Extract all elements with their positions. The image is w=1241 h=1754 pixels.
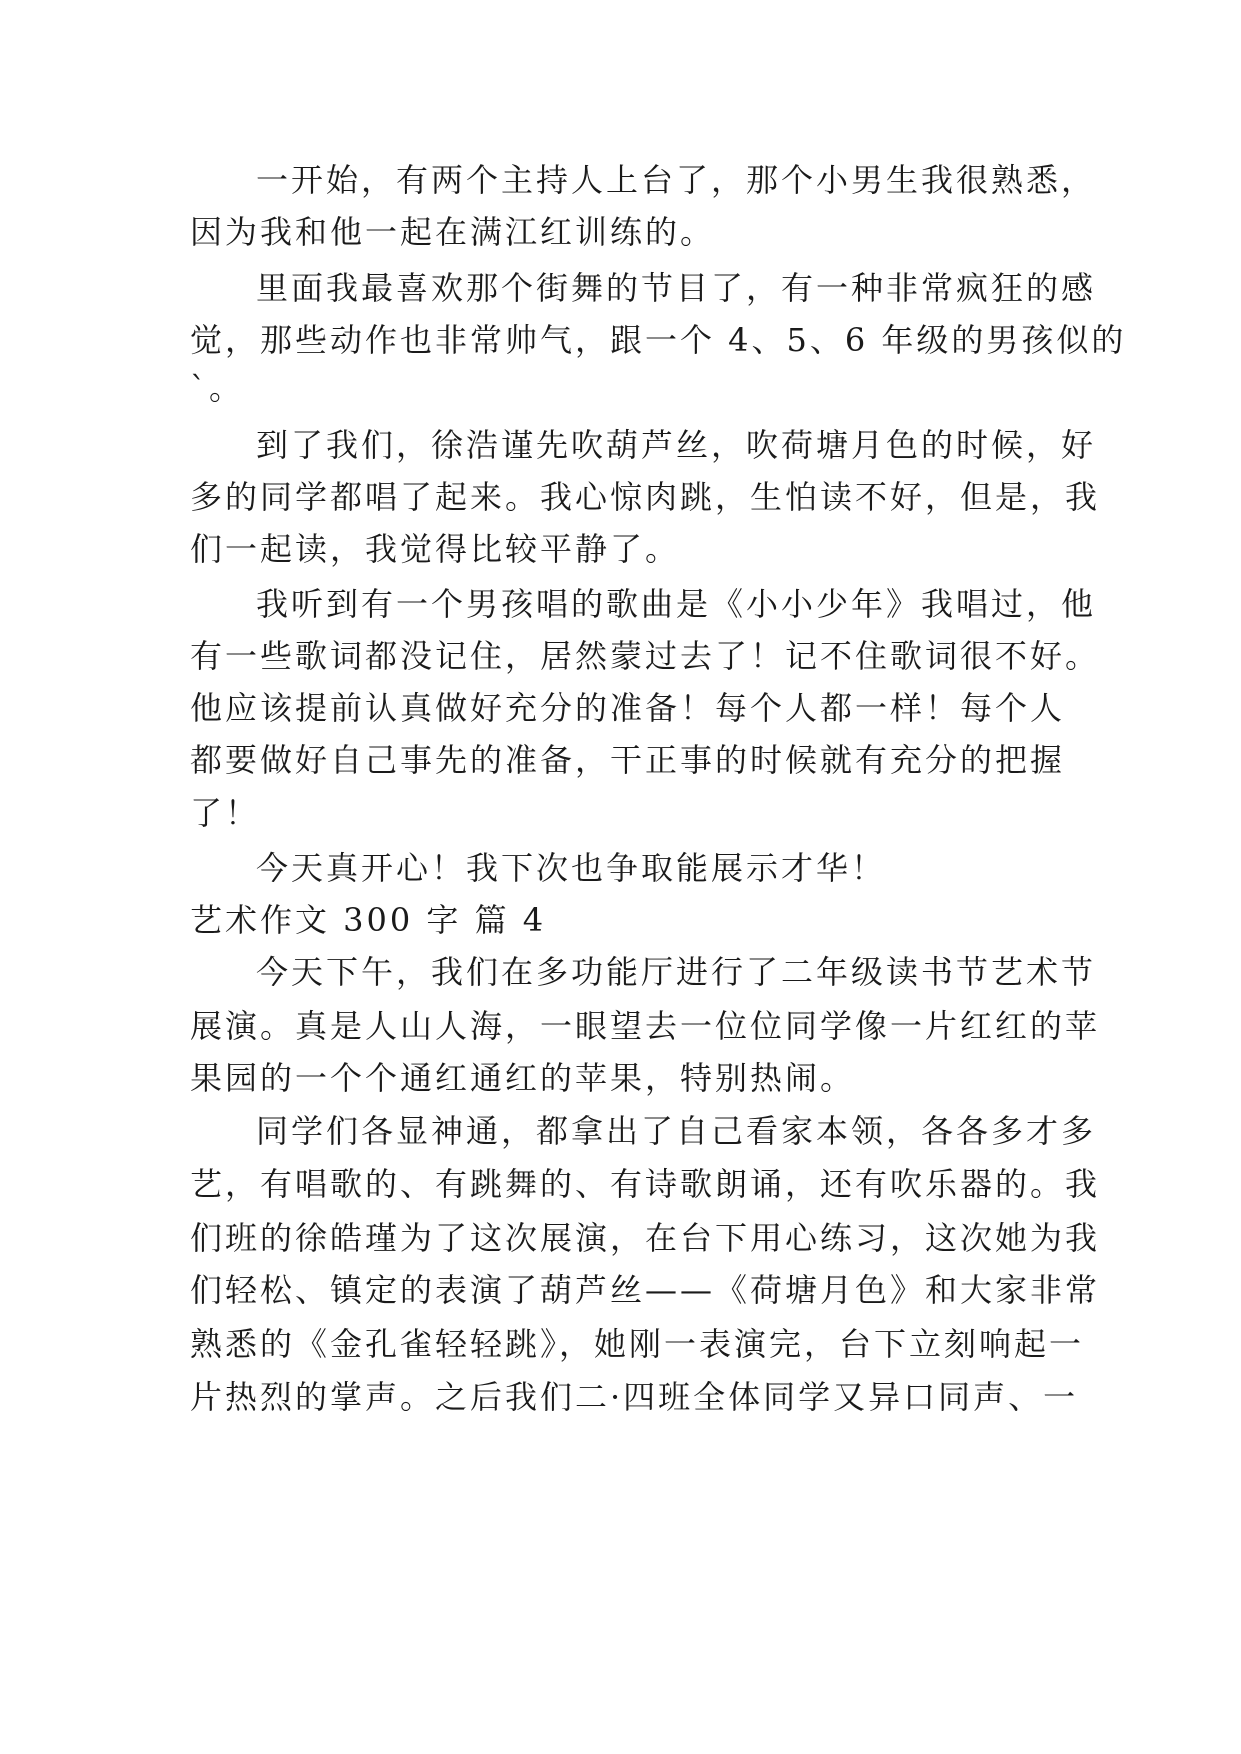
text-line: 果园的一个个通红通红的苹果，特别热闹。 (190, 1059, 856, 1097)
text-line: 展演。真是人山人海，一眼望去一位位同学像一片红红的苹 (190, 1007, 1101, 1045)
text-line: 同学们各显神通，都拿出了自己看家本领，各各多才多 (256, 1112, 1097, 1150)
text-line: 觉，那些动作也非常帅气，跟一个 4、5、6 年级的男孩似的 (190, 321, 1127, 359)
text-line: 今天下午，我们在多功能厅进行了二年级读书节艺术节 (256, 953, 1097, 991)
text-line: 多的同学都唱了起来。我心惊肉跳，生怕读不好，但是，我 (190, 478, 1101, 516)
text-line: 里面我最喜欢那个街舞的节目了，有一种非常疯狂的感 (256, 269, 1097, 307)
text-line: 们一起读，我觉得比较平静了。 (190, 530, 681, 568)
text-line: 他应该提前认真做好充分的准备！每个人都一样！每个人 (190, 689, 1066, 727)
text-line: 们班的徐皓瑾为了这次展演，在台下用心练习，这次她为我 (190, 1219, 1101, 1257)
text-line: 艺，有唱歌的、有跳舞的、有诗歌朗诵，还有吹乐器的。我 (190, 1165, 1101, 1203)
text-line: `。 (190, 369, 245, 407)
text-line: 今天真开心！我下次也争取能展示才华！ (256, 849, 887, 887)
text-line: 了！ (190, 794, 261, 832)
text-line: 因为我和他一起在满江红训练的。 (190, 213, 716, 251)
text-line: 一开始，有两个主持人上台了，那个小男生我很熟悉， (256, 161, 1097, 199)
text-line: 熟悉的《金孔雀轻轻跳》，她刚一表演完，台下立刻响起一 (190, 1325, 1085, 1363)
text-line: 们轻松、镇定的表演了葫芦丝——《荷塘月色》和大家非常 (190, 1271, 1101, 1309)
text-line: 有一些歌词都没记住，居然蒙过去了！记不住歌词很不好。 (190, 637, 1101, 675)
text-line: 我听到有一个男孩唱的歌曲是《小小少年》我唱过，他 (256, 585, 1097, 623)
text-line: 到了我们，徐浩谨先吹葫芦丝，吹荷塘月色的时候，好 (256, 426, 1097, 464)
section-heading: 艺术作文 300 字 篇 4 (190, 901, 547, 939)
text-line: 都要做好自己事先的准备，干正事的时候就有充分的把握 (190, 741, 1066, 779)
text-line: 片热烈的掌声。之后我们二·四班全体同学又异口同声、一 (190, 1378, 1079, 1416)
